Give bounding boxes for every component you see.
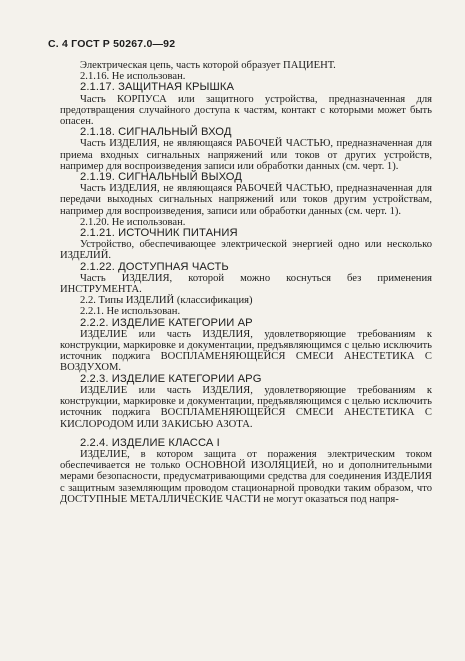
page-header: С. 4 ГОСТ Р 50267.0—92 [48,38,176,50]
section-heading: 2.1.19. СИГНАЛЬНЫЙ ВЫХОД [80,171,242,184]
paragraph: Электрическая цепь, часть которой образует ПАЦИЕНТ. [80,60,336,71]
paragraph: Часть ИЗДЕЛИЯ, не являющаяся РАБОЧЕЙ ЧАСТЬЮ, предназначенная для приема входных сигнальных напряжений или токов от других устройств, например для воспроизведения записи или обработки данных (см. черт. 1). [60,138,432,172]
section-heading: 2.2.3. ИЗДЕЛИЕ КАТЕГОРИИ APG [80,372,262,385]
section-heading: 2.1.18. СИГНАЛЬНЫЙ ВХОД [80,126,232,139]
section-heading: 2.2.4. ИЗДЕЛИЕ КЛАССА I [80,436,220,449]
section-heading: 2.1.22. ДОСТУПНАЯ ЧАСТЬ [80,260,229,273]
paragraph: ИЗДЕЛИЕ, в котором защита от поражения электрическим током обеспечивается не только ОСНОВНОЙ ИЗОЛЯЦИЕЙ, но и дополнительными мерами безопасности, предусматривающими средства для соединения ИЗДЕЛИЯ с защитным заземляющим проводом стационарной проводки таким образом, что ДОСТУПНЫЕ МЕТАЛЛИЧЕСКИЕ ЧАСТИ не могут оказаться под напря- [60,448,432,505]
section-heading: 2.1.20. Не использован. [80,216,186,228]
paragraph: Часть ИЗДЕЛИЯ, которой можно коснуться без применения ИНСТРУМЕНТА. [60,272,432,296]
section-heading: 2.2. Типы ИЗДЕЛИЙ (классификация) [80,295,253,307]
section-heading: 2.1.21. ИСТОЧНИК ПИТАНИЯ [80,227,238,240]
section-heading: 2.1.16. Не использован. [80,71,186,83]
paragraph: ИЗДЕЛИЕ или часть ИЗДЕЛИЯ, удовлетворяющие требованиям к конструкции, маркировке и документации, предъявляющимся с целью исключить источник поджига ВОСПЛАМЕНЯЮЩЕЙСЯ СМЕСИ АНЕСТЕТИКА С ВОЗДУХОМ. [60,328,432,374]
paragraph: Часть КОРПУСА или защитного устройства, предназначенная для предотвращения случайного доступа к частям, контакт с которыми может быть опасен. [60,93,432,128]
paragraph: Часть ИЗДЕЛИЯ, не являющаяся РАБОЧЕЙ ЧАСТЬЮ, предназначенная для передачи выходных сигнальных напряжений или токов другим устройствам, например для воспроизведения, записи или обработки данных (см. черт. 1). [60,183,432,217]
document-body [60,60,432,505]
paragraph: Устройство, обеспечивающее электрической энергией одно или несколько ИЗДЕЛИЙ. [60,239,432,262]
paragraph: ИЗДЕЛИЕ или часть ИЗДЕЛИЯ, удовлетворяющие требованиям к конструкции, маркировке и документации, предъявляющимся с целью исключить источник поджига ВОСПЛАМЕНЯЮЩЕЙСЯ СМЕСИ АНЕСТЕТИКА С КИСЛОРОДОМ ИЛИ ЗАКИСЬЮ АЗОТА. [60,384,432,430]
section-heading: 2.2.2. ИЗДЕЛИЕ КАТЕГОРИИ АР [80,316,253,329]
section-heading: 2.2.1. Не использован. [80,306,181,318]
section-heading: 2.1.17. ЗАЩИТНАЯ КРЫШКА [80,81,235,94]
